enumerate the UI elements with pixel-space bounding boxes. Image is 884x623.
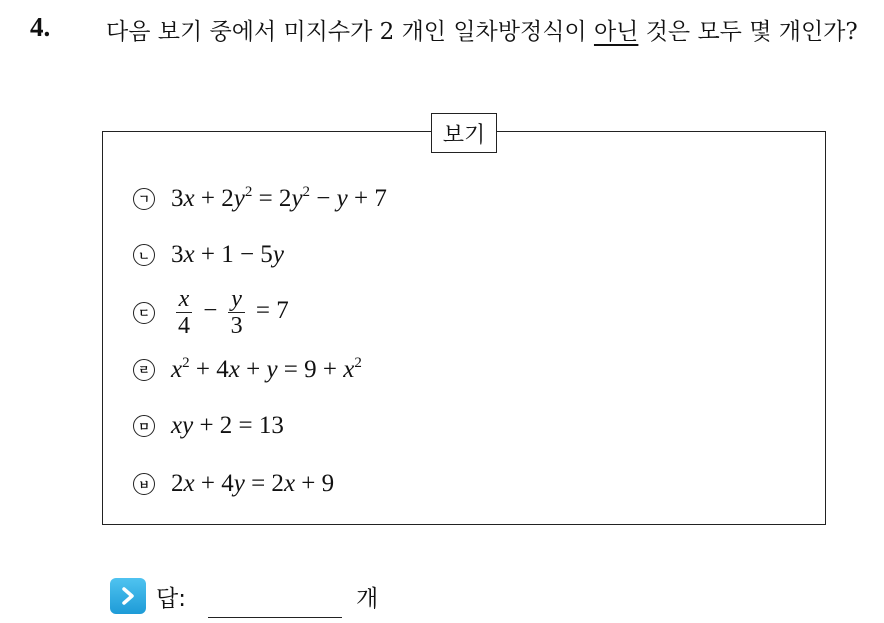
fraction-x-over-4: $\frac{x}{4}$ [175,286,193,339]
example-item-5 [133,412,284,440]
question-emphasis: 아닌 [593,19,639,45]
answer-row [110,574,378,618]
equation-5: xy + 2 = 13 [171,412,284,439]
question-text-part2: 것은 모두 몇 개인가? [638,19,858,45]
equation-4: $x^2 + 4x + y = 9 + x^2$ [171,355,362,383]
example-item-6 [133,470,334,498]
fraction-y-over-3: $\frac{y}{3}$ [228,286,246,339]
equation-1: $3x + 2y^2 = 2y^2 - y + 7$ [171,184,387,212]
item-marker: ㅁ [133,415,155,437]
answer-unit: 개 [355,585,379,612]
expression-2: 3x + 1 − 5y [171,241,284,268]
arrow-right-icon [110,578,146,614]
example-item-2 [133,241,284,269]
equation-6: 2x + 4y = 2x + 9 [171,470,335,497]
example-box-title: 보기 [431,113,497,153]
item-marker: ㄱ [133,188,155,210]
question-number: 4. [30,12,51,42]
item-marker: ㄹ [133,359,155,381]
equation-3: $\frac{x}{4}$ − $\frac{y}{3}$ = 7 [171,286,289,339]
example-item-3 [133,286,289,339]
answer-blank[interactable] [208,574,342,618]
answer-label: 답: [156,585,186,612]
question-text [106,14,876,51]
question-text-part1: 다음 보기 중에서 미지수가 2 개인 일차방정식이 [106,19,594,45]
item-marker: ㅂ [133,473,155,495]
item-marker: ㄷ [133,302,155,324]
example-item-4 [133,355,362,384]
example-item-1 [133,184,387,213]
item-marker: ㄴ [133,244,155,266]
